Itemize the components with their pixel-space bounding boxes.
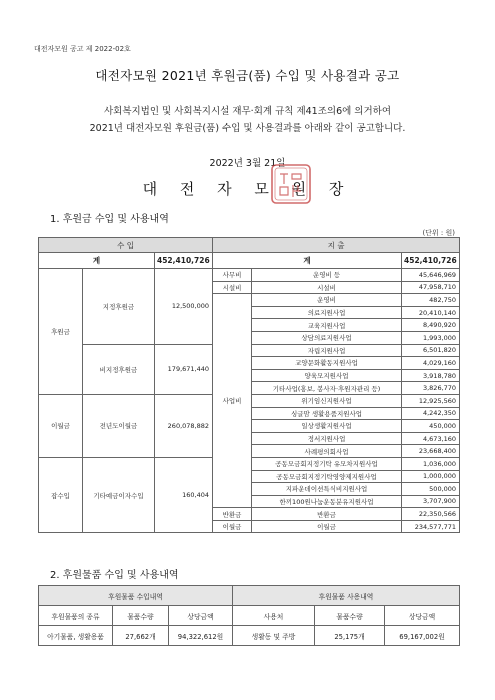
project-item-label: 공동모금회지정기탁 유모차지원사업: [252, 457, 402, 470]
income-total-label: 계: [39, 253, 155, 269]
donation-income-expense-table: [38, 237, 460, 533]
expense-item-carryover: 이월금: [252, 520, 402, 533]
goods-user-cell: 생활동 및 주방: [233, 626, 315, 646]
expense-header: 지 출: [213, 238, 460, 253]
expense-item-office: 운영비 등: [252, 269, 402, 282]
goods-kind-cell: 아기물품, 생활용품: [39, 626, 113, 646]
expense-total-label: 계: [213, 253, 402, 269]
expense-amount-refund: 22,350,566: [402, 508, 460, 521]
expense-item-refund: 반환금: [252, 508, 402, 521]
expense-cat-carryover: 이월금: [213, 520, 252, 533]
project-item-label: 양육모지원사업: [252, 369, 402, 382]
section-1-title: 1. 후원금 수입 및 사용내역: [50, 214, 169, 225]
designated-label: 지정후원금: [83, 269, 155, 345]
project-item-amount: 450,000: [402, 420, 460, 433]
misc-amount: 160,404: [155, 457, 213, 533]
project-item-amount: 1,036,000: [402, 457, 460, 470]
project-item-label: 한끼100원나눔운동분유지원사업: [252, 495, 402, 508]
designated-amount: 12,500,000: [155, 269, 213, 345]
expense-amount-facility: 47,958,710: [402, 281, 460, 294]
expense-cat-refund: 반환금: [213, 508, 252, 521]
project-item-label: 위기임신지원사업: [252, 394, 402, 407]
expense-cat-project: 사업비: [213, 294, 252, 508]
donated-goods-table: [38, 585, 460, 646]
project-item-label: 일상생활지원사업: [252, 420, 402, 433]
project-item-label: 공동모금회지정기탁영양제지원사업: [252, 470, 402, 483]
project-item-label: 운영비: [252, 294, 402, 307]
project-item-label: 기타사업(홍보, 봉사자·후원자관리 등): [252, 382, 402, 395]
intro-line-1: 사회복지법인 및 사회복지시설 재무·회계 규칙 제41조의6에 의거하여: [103, 106, 392, 117]
expense-amount-carryover: 234,577,771: [402, 520, 460, 533]
document-title: 대전자모원 2021년 후원금(품) 수입 및 사용결과 공고: [95, 68, 400, 83]
col-value-in: 상당금액: [169, 606, 233, 626]
col-qty-in: 물품수량: [113, 606, 169, 626]
project-item-label: 교육지원사업: [252, 319, 402, 332]
project-item-amount: 1,993,000: [402, 331, 460, 344]
expense-cat-office: 사무비: [213, 269, 252, 282]
goods-value-in-cell: 94,322,612원: [169, 626, 233, 646]
document-date: 2022년 3월 21일: [209, 158, 286, 169]
project-item-amount: 4,029,160: [402, 357, 460, 370]
project-item-amount: 6,501,820: [402, 344, 460, 357]
project-item-label: 사례평의회사업: [252, 445, 402, 458]
income-header: 수 입: [39, 238, 213, 253]
col-value-out: 상당금액: [385, 606, 460, 626]
project-item-label: 지파운데이션특식비지원사업: [252, 483, 402, 496]
goods-income-header: 후원물품 수입내역: [39, 586, 233, 606]
project-item-label: 의료지원사업: [252, 306, 402, 319]
goods-qty-out-cell: 25,175개: [315, 626, 385, 646]
col-user: 사용처: [233, 606, 315, 626]
misc-label: 기타예금이자수입: [83, 457, 155, 533]
project-item-amount: 1,000,000: [402, 470, 460, 483]
project-item-amount: 20,410,140: [402, 306, 460, 319]
intro-line-2: 2021년 대전자모원 후원금(품) 수입 및 사용결과를 아래와 같이 공고합니다.: [89, 123, 406, 134]
project-item-label: 자립지원사업: [252, 344, 402, 357]
project-item-amount: 4,673,160: [402, 432, 460, 445]
income-group-carryover: 이월금: [39, 394, 83, 457]
income-total-value: 452,410,726: [155, 253, 213, 269]
expense-cat-facility: 시설비: [213, 281, 252, 294]
project-item-amount: 3,826,770: [402, 382, 460, 395]
section-2-title: 2. 후원물품 수입 및 사용내역: [50, 570, 179, 581]
expense-total-value: 452,410,726: [402, 253, 460, 269]
project-item-label: 정서지원사업: [252, 432, 402, 445]
income-group-donation: 후원금: [39, 269, 83, 395]
col-goods-kind: 후원물품의 종류: [39, 606, 113, 626]
project-item-amount: 8,490,920: [402, 319, 460, 332]
expense-amount-office: 45,646,969: [402, 269, 460, 282]
goods-value-out-cell: 69,167,002원: [385, 626, 460, 646]
official-seal-stamp: [270, 163, 312, 205]
goods-qty-in-cell: 27,662개: [113, 626, 169, 646]
organization-name: 대 전 자 모 원 장: [142, 180, 353, 198]
unit-label: (단위 : 원): [422, 229, 455, 237]
expense-item-facility: 시설비: [252, 281, 402, 294]
undesignated-label: 비지정후원금: [83, 344, 155, 394]
project-item-label: 교양문화활동지원사업: [252, 357, 402, 370]
carryover-label: 전년도이월금: [83, 394, 155, 457]
project-item-amount: 500,000: [402, 483, 460, 496]
project-item-label: 상담의료지원사업: [252, 331, 402, 344]
project-item-amount: 482,750: [402, 294, 460, 307]
goods-usage-header: 후원물품 사용내역: [233, 586, 460, 606]
income-group-misc: 잡수입: [39, 457, 83, 533]
document-number: 대전자모원 공고 제 2022-02호: [34, 45, 131, 53]
undesignated-amount: 179,671,440: [155, 344, 213, 394]
project-item-amount: 4,242,350: [402, 407, 460, 420]
carryover-amount: 260,078,882: [155, 394, 213, 457]
project-item-amount: 3,918,780: [402, 369, 460, 382]
col-qty-out: 물품수량: [315, 606, 385, 626]
project-item-amount: 23,668,400: [402, 445, 460, 458]
project-item-amount: 12,925,560: [402, 394, 460, 407]
project-item-amount: 3,707,900: [402, 495, 460, 508]
project-item-label: 싱글맘 생활용품지원사업: [252, 407, 402, 420]
